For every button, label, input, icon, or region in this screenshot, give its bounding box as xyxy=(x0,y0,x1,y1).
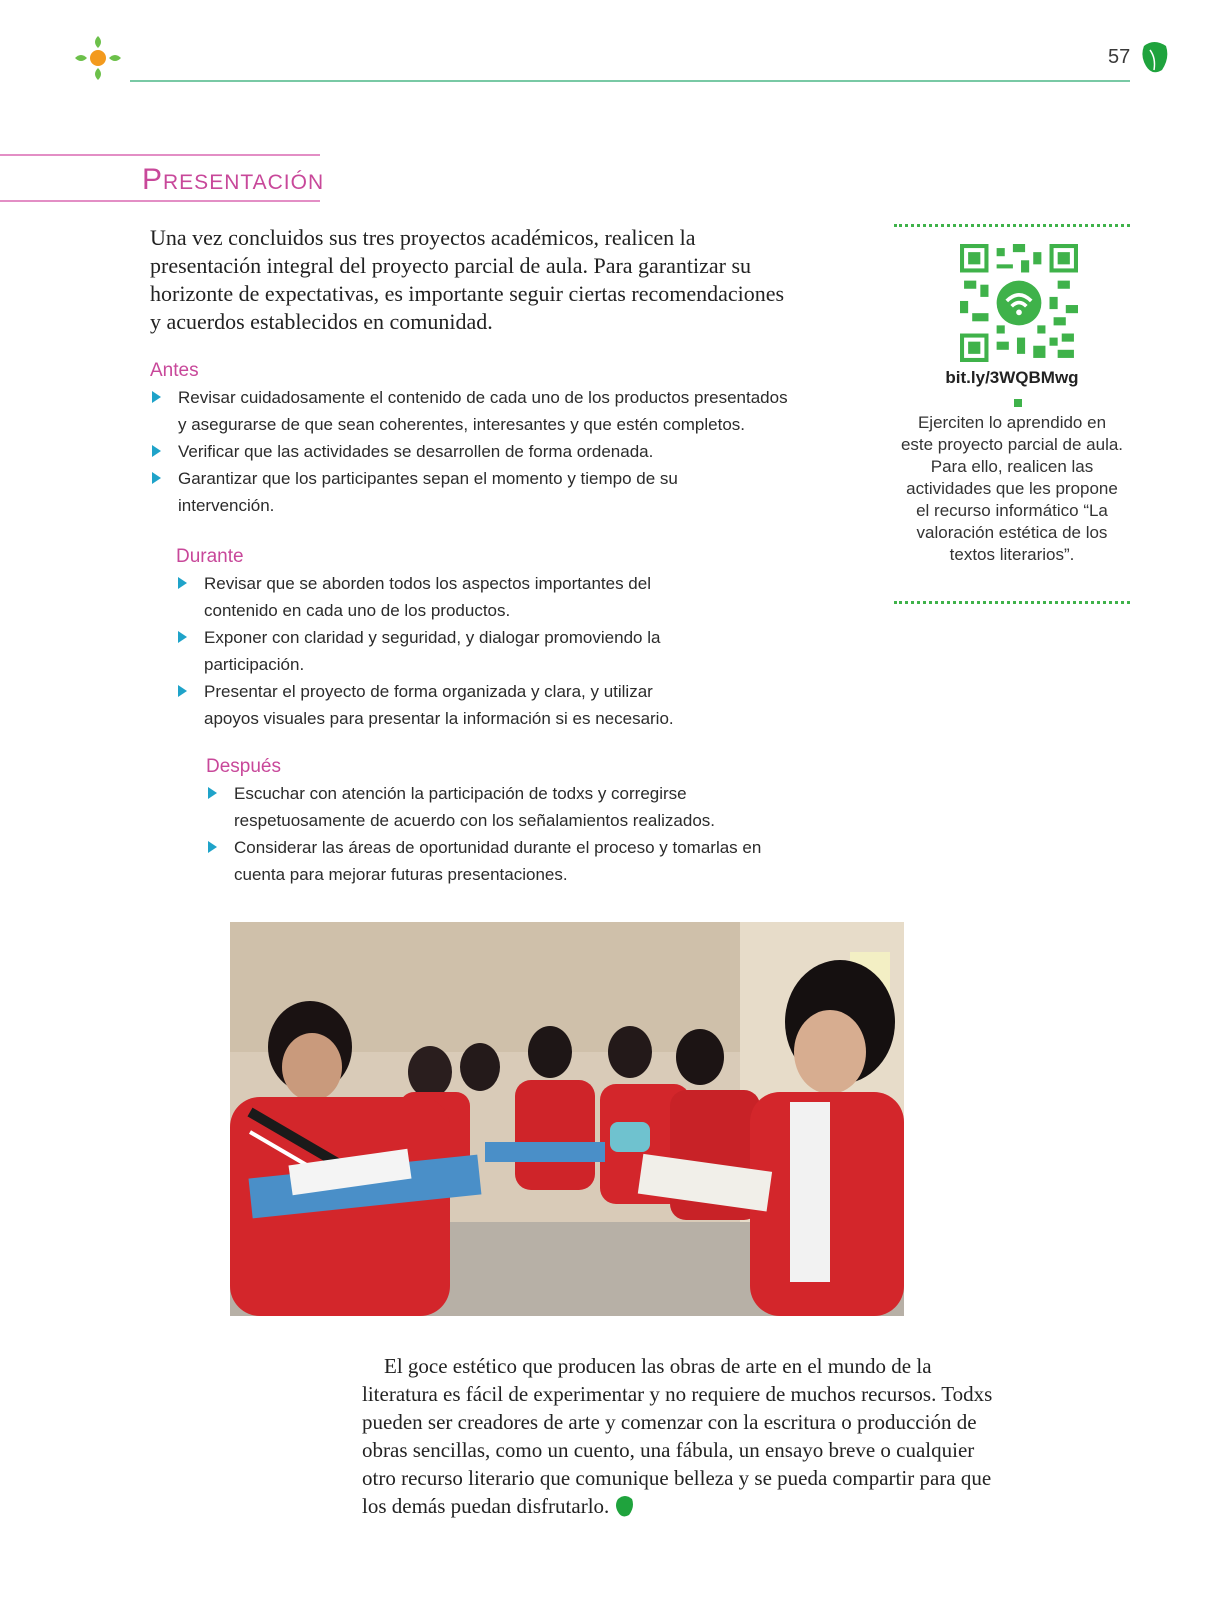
header-rule xyxy=(130,80,1130,82)
green-leaf-icon xyxy=(615,1495,635,1517)
page-number: 57 xyxy=(1108,46,1131,68)
despues-heading: Después xyxy=(206,756,281,777)
separator-dot xyxy=(1014,399,1022,407)
durante-heading: Durante xyxy=(176,546,244,567)
closing-paragraph: El goce estético que producen las obras de arte en el mundo de la literatura es fácil de experimentar y no requiere de muchos recursos. Todxs pueden ser creadores de arte y comenzar con la escritura o producción de obras sencillas, como un cuento, una fábula, un ensayo breve o cualquier otro recurso literario que comunique belleza y se pueda compartir para que los demás puedan disfrutarlo. xyxy=(362,1354,993,1518)
qr-link[interactable]: bit.ly/3WQBMwg xyxy=(945,368,1079,387)
section-rule-top xyxy=(0,154,320,156)
bullet-icon xyxy=(178,685,187,697)
bullet-icon xyxy=(178,631,187,643)
bullet-icon xyxy=(208,787,217,799)
durante-section xyxy=(176,546,696,732)
flower-logo-icon xyxy=(72,34,124,86)
section-rule-bottom xyxy=(0,200,320,202)
list-item: Garantizar que los participantes sepan el momento y tiempo de su intervención. xyxy=(150,465,800,519)
list-item: Considerar las áreas de oportunidad durante el proceso y tomarlas en cuenta para mejorar futuras presentaciones. xyxy=(206,834,796,888)
list-item: Exponer con claridad y seguridad, y dialogar promoviendo la participación. xyxy=(176,624,696,678)
bullet-icon xyxy=(178,577,187,589)
sidebar-text: Ejerciten lo aprendido en este proyecto parcial de aula. Para ello, realicen las actividades que les propone el recurso informático “La valoración estética de los textos literarios”. xyxy=(900,413,1124,564)
list-item: Revisar cuidadosamente el contenido de cada uno de los productos presentados y asegurarse de que sean coherentes, interesantes y que estén completos. xyxy=(150,384,800,438)
qr-code-icon[interactable] xyxy=(960,244,1078,362)
list-item: Verificar que las actividades se desarrollen de forma ordenada. xyxy=(150,438,800,465)
bullet-icon xyxy=(152,472,161,484)
antes-list xyxy=(150,384,800,519)
durante-list xyxy=(176,570,696,732)
antes-heading: Antes xyxy=(150,360,199,381)
bullet-icon xyxy=(152,391,161,403)
green-leaf-icon xyxy=(1140,40,1170,76)
antes-section xyxy=(150,360,800,519)
bullet-icon xyxy=(208,841,217,853)
list-item: Escuchar con atención la participación de todxs y corregirse respetuosamente de acuerdo con los señalamientos realizados. xyxy=(206,780,796,834)
list-item: Presentar el proyecto de forma organizada y clara, y utilizar apoyos visuales para presentar la información si es necesario. xyxy=(176,678,696,732)
intro-paragraph: Una vez concluidos sus tres proyectos académicos, realicen la presentación integral del proyecto parcial de aula. Para garantizar su horizonte de expectativas, es importante seguir ciertas recomendaciones y acuerdos establecidos en comunidad. xyxy=(150,225,785,334)
despues-list xyxy=(206,780,796,888)
list-item: Revisar que se aborden todos los aspectos importantes del contenido en cada uno de los productos. xyxy=(176,570,696,624)
despues-section xyxy=(206,756,796,888)
classroom-photo xyxy=(230,922,904,1316)
section-title: Presentación xyxy=(142,163,325,196)
bullet-icon xyxy=(152,445,161,457)
